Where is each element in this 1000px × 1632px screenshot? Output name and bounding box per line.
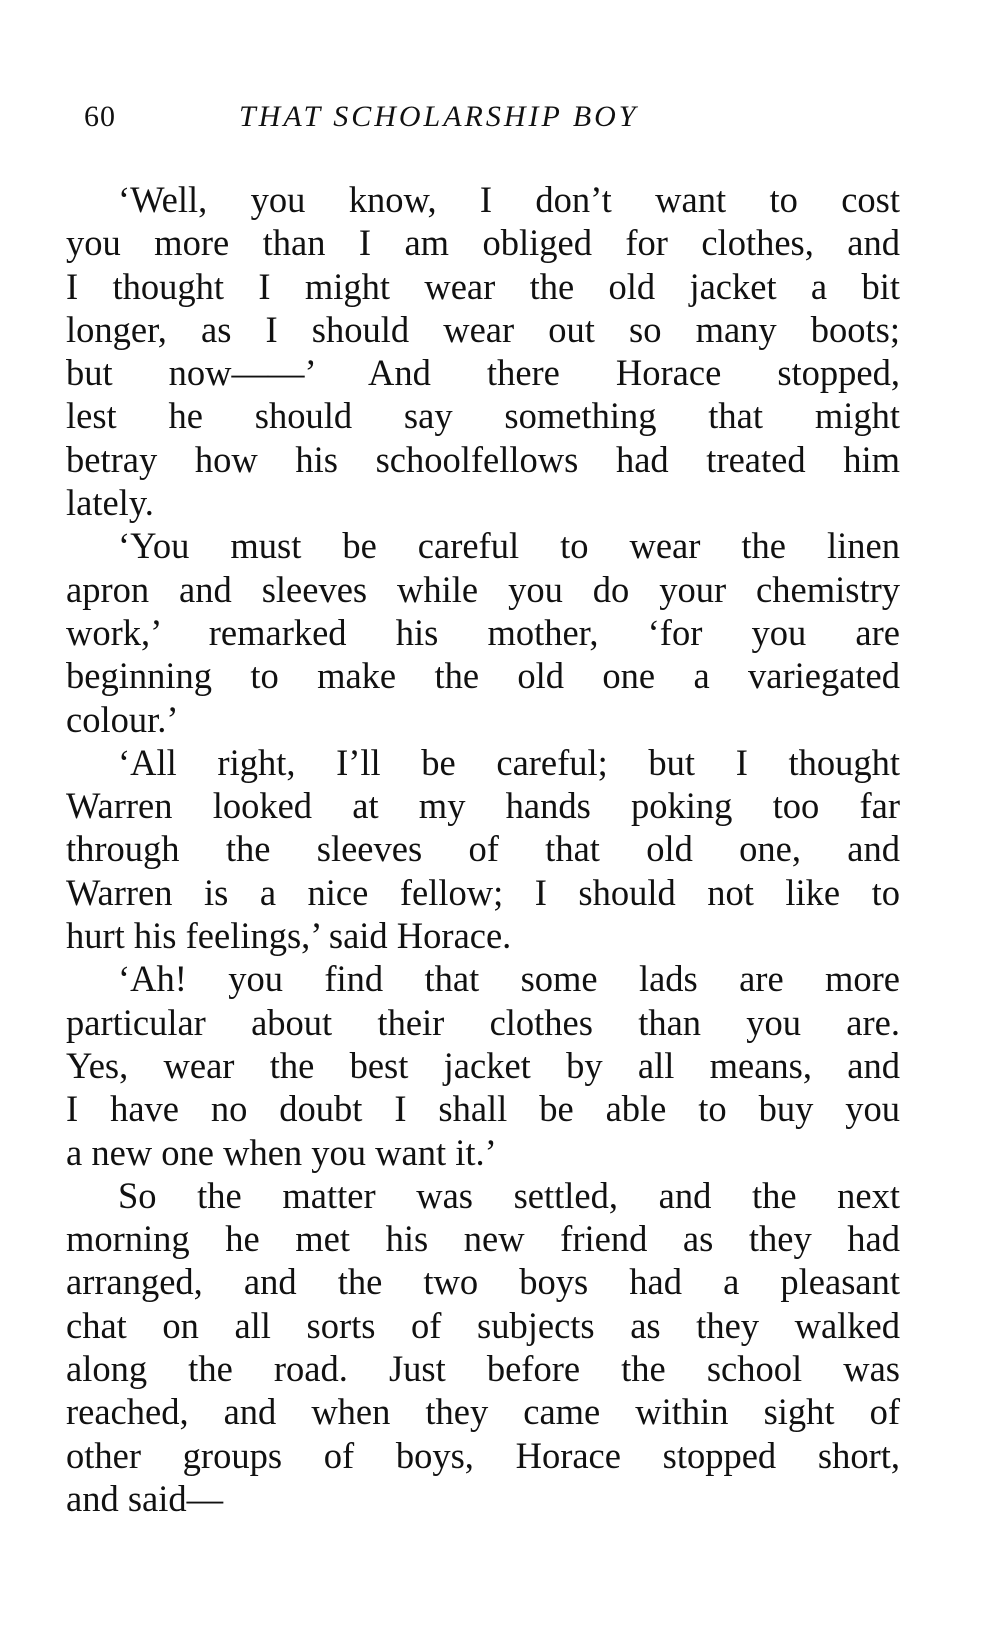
text-line: apron and sleeves while you do your chemistry <box>66 568 900 610</box>
text-line: ‘All right, I’ll be careful; but I thought <box>118 741 900 783</box>
text-line: along the road. Just before the school was <box>66 1348 900 1390</box>
text-line: I thought I might wear the old jacket a bit <box>66 265 900 307</box>
text-line: through the sleeves of that old one, and <box>66 828 900 870</box>
text-line: lest he should say something that might <box>66 395 900 437</box>
text-line: but now——’ And there Horace stopped, <box>66 352 900 394</box>
text-line: longer, as I should wear out so many boots; <box>66 308 900 350</box>
running-head <box>84 100 764 140</box>
body-text <box>66 178 900 1520</box>
text-line: lately. <box>66 482 154 524</box>
text-line: chat on all sorts of subjects as they walked <box>66 1304 900 1346</box>
text-line: work,’ remarked his mother, ‘for you are <box>66 611 900 653</box>
text-line: and said— <box>66 1477 224 1519</box>
text-line: betray how his schoolfellows had treated him <box>66 438 900 480</box>
text-line: colour.’ <box>66 698 179 740</box>
text-line: Warren looked at my hands poking too far <box>66 785 900 827</box>
text-line: ‘You must be careful to wear the linen <box>118 525 900 567</box>
text-line: Yes, wear the best jacket by all means, and <box>66 1044 900 1086</box>
running-title: THAT SCHOLARSHIP BOY <box>239 100 639 133</box>
text-line: ‘Ah! you find that some lads are more <box>118 958 900 1000</box>
text-line: hurt his feelings,’ said Horace. <box>66 915 512 957</box>
text-line: particular about their clothes than you are. <box>66 1001 900 1043</box>
text-line: reached, and when they came within sight of <box>66 1391 900 1433</box>
text-line: arranged, and the two boys had a pleasant <box>66 1261 900 1303</box>
text-line: a new one when you want it.’ <box>66 1131 497 1173</box>
text-line: I have no doubt I shall be able to buy you <box>66 1088 900 1130</box>
page-number: 60 <box>84 100 116 133</box>
text-line: Warren is a nice fellow; I should not like to <box>66 871 900 913</box>
text-line: you more than I am obliged for clothes, and <box>66 222 900 264</box>
text-line: beginning to make the old one a variegated <box>66 655 900 697</box>
text-line: So the matter was settled, and the next <box>118 1174 900 1216</box>
text-line: other groups of boys, Horace stopped short, <box>66 1434 900 1476</box>
text-line: morning he met his new friend as they had <box>66 1218 900 1260</box>
text-line: ‘Well, you know, I don’t want to cost <box>118 179 900 220</box>
